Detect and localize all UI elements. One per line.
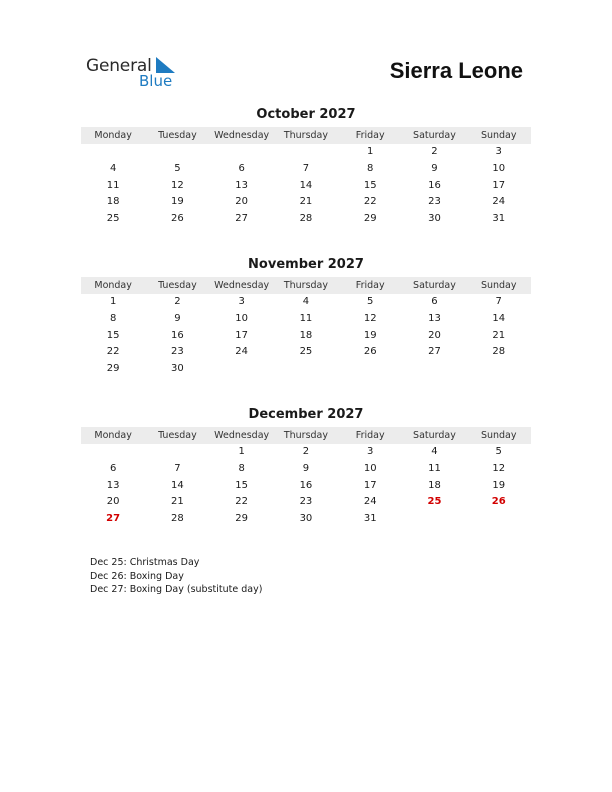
week-row (81, 511, 531, 528)
day-cell: 16 (171, 329, 184, 341)
weekday-label: Thursday (283, 430, 329, 441)
day-cell: 23 (171, 346, 184, 358)
day-cell (338, 361, 402, 378)
day-cell: 20 (428, 329, 441, 341)
day-cell: 30 (171, 363, 184, 375)
day-cell: 3 (238, 296, 245, 307)
weekday-label: Monday (94, 130, 132, 141)
day-cell: 2 (302, 446, 310, 457)
day-cell: 21 (492, 329, 506, 341)
weekday-label: Friday (355, 430, 385, 441)
month-grid (81, 144, 531, 228)
weekday-label: Wednesday (214, 430, 270, 441)
day-cell: 17 (235, 329, 249, 341)
day-cell: 14 (171, 479, 184, 491)
day-cell: 7 (174, 462, 181, 474)
day-cell: 10 (235, 312, 249, 324)
week-row (81, 144, 531, 161)
week-row (81, 211, 531, 228)
day-cell (145, 444, 209, 461)
month-title: November 2027 (248, 257, 364, 272)
weekday-label: Sunday (480, 430, 517, 441)
day-cell: 27 (235, 213, 249, 225)
day-cell: 6 (109, 462, 117, 474)
week-row (81, 328, 531, 345)
day-cell: 2 (431, 146, 438, 157)
day-cell: 18 (428, 479, 441, 491)
day-cell: 22 (363, 196, 377, 208)
day-cell: 17 (492, 179, 506, 191)
day-cell: 31 (492, 213, 506, 225)
day-cell: 24 (363, 496, 377, 508)
day-cell: 25 (106, 213, 120, 225)
weekday-header (81, 127, 531, 144)
day-cell: 7 (302, 162, 310, 174)
day-cell: 20 (235, 196, 249, 208)
weekday-label: Thursday (283, 280, 329, 291)
month-grid (81, 444, 531, 528)
day-cell: 7 (495, 296, 502, 307)
day-cell: 1 (238, 446, 245, 457)
day-cell: 15 (106, 329, 120, 341)
weekday-label: Tuesday (158, 130, 197, 141)
day-cell: 26 (171, 213, 184, 225)
day-cell: 29 (106, 363, 120, 375)
weekday-label: Friday (355, 280, 385, 291)
day-cell: 2 (174, 296, 181, 307)
weekday-label: Saturday (413, 430, 456, 441)
day-cell: 29 (235, 513, 249, 525)
day-cell: 5 (367, 296, 374, 307)
day-cell (402, 511, 466, 528)
week-row (81, 461, 531, 478)
day-cell: 1 (109, 296, 117, 307)
weekday-label: Tuesday (158, 280, 197, 291)
week-row (81, 361, 531, 378)
day-cell: 16 (299, 479, 313, 491)
weekday-label: Sunday (480, 130, 517, 141)
day-cell: 26 (363, 346, 377, 358)
holiday-entry: Dec 25: Christmas Day (90, 557, 200, 568)
weekday-label: Monday (94, 280, 132, 291)
day-cell: 10 (492, 162, 506, 174)
day-cell: 8 (109, 312, 117, 324)
weekday-label: Saturday (413, 280, 456, 291)
day-cell (274, 144, 338, 161)
weekday-label: Monday (94, 430, 132, 441)
day-cell (402, 361, 466, 378)
day-cell: 29 (363, 213, 377, 225)
day-cell: 12 (363, 312, 377, 324)
month-title: December 2027 (248, 407, 364, 422)
day-cell: 9 (431, 162, 438, 174)
day-cell: 31 (363, 513, 377, 525)
day-cell: 25 (427, 496, 442, 508)
day-cell: 15 (363, 179, 377, 191)
week-row (81, 294, 531, 311)
weekday-label: Saturday (413, 130, 456, 141)
day-cell: 22 (235, 496, 249, 508)
day-cell: 23 (299, 496, 313, 508)
day-cell (81, 144, 145, 161)
day-cell: 5 (174, 162, 181, 174)
holiday-entry: Dec 26: Boxing Day (90, 570, 184, 582)
logo-triangle-icon (156, 57, 175, 73)
day-cell: 6 (431, 296, 438, 307)
day-cell: 15 (235, 479, 249, 491)
week-row (81, 311, 531, 328)
month-block-october (81, 106, 531, 228)
day-cell: 11 (106, 179, 120, 191)
day-cell: 1 (367, 146, 374, 157)
week-row (81, 444, 531, 461)
day-cell: 18 (106, 196, 120, 208)
day-cell: 19 (363, 329, 377, 341)
month-block-december (81, 406, 531, 528)
day-cell: 12 (492, 462, 506, 474)
day-cell (467, 511, 531, 528)
day-cell: 27 (106, 513, 121, 525)
day-cell: 17 (363, 479, 377, 491)
day-cell: 11 (299, 312, 313, 324)
day-cell: 8 (367, 162, 374, 174)
day-cell: 13 (106, 479, 120, 491)
day-cell (467, 361, 531, 378)
day-cell: 16 (428, 179, 441, 191)
day-cell: 22 (106, 346, 120, 358)
day-cell: 21 (171, 496, 184, 508)
day-cell: 3 (495, 146, 502, 157)
day-cell: 10 (363, 462, 377, 474)
weekday-label: Thursday (283, 130, 329, 141)
day-cell: 28 (299, 213, 313, 225)
logo-general-text: General (86, 56, 152, 76)
month-block-november (81, 256, 531, 378)
week-row (81, 494, 531, 511)
day-cell: 20 (106, 496, 120, 508)
day-cell: 28 (171, 513, 184, 525)
day-cell: 30 (299, 513, 313, 525)
generalblue-logo (86, 56, 186, 96)
day-cell: 5 (495, 446, 502, 457)
day-cell: 8 (238, 462, 245, 474)
weekday-header (81, 277, 531, 294)
week-row (81, 478, 531, 495)
weekday-label: Sunday (480, 280, 517, 291)
day-cell: 9 (174, 312, 181, 324)
week-row (81, 161, 531, 178)
day-cell: 18 (299, 329, 313, 341)
day-cell: 11 (428, 462, 441, 474)
country-title: Sierra Leone (389, 58, 523, 83)
day-cell (81, 444, 145, 461)
day-cell: 30 (428, 213, 441, 225)
day-cell: 14 (492, 312, 506, 324)
day-cell: 4 (431, 446, 438, 457)
day-cell: 19 (492, 479, 506, 491)
week-row (81, 194, 531, 211)
day-cell: 19 (171, 196, 184, 208)
holiday-list (90, 556, 262, 597)
weekday-label: Wednesday (214, 280, 270, 291)
day-cell: 13 (235, 179, 249, 191)
week-row (81, 178, 531, 195)
day-cell: 21 (299, 196, 313, 208)
day-cell: 24 (235, 346, 249, 358)
holiday-entry: Dec 27: Boxing Day (substitute day) (90, 584, 263, 595)
day-cell (274, 361, 338, 378)
weekday-label: Wednesday (214, 130, 270, 141)
week-row (81, 344, 531, 361)
day-cell: 23 (428, 196, 441, 208)
day-cell: 9 (302, 462, 310, 474)
logo-blue-text: Blue (139, 72, 173, 90)
weekday-label: Friday (355, 130, 385, 141)
day-cell: 14 (299, 179, 313, 191)
day-cell: 12 (171, 179, 184, 191)
day-cell: 26 (491, 496, 506, 508)
day-cell: 4 (302, 296, 310, 307)
day-cell: 24 (492, 196, 506, 208)
day-cell (210, 144, 274, 161)
month-grid (81, 294, 531, 378)
day-cell: 27 (428, 346, 441, 358)
day-cell: 13 (428, 312, 441, 324)
day-cell: 25 (299, 346, 313, 358)
month-title: October 2027 (256, 107, 356, 122)
day-cell: 6 (238, 162, 245, 174)
day-cell: 4 (109, 162, 117, 174)
day-cell: 28 (492, 346, 506, 358)
day-cell (145, 144, 209, 161)
day-cell: 3 (367, 446, 374, 457)
weekday-label: Tuesday (158, 430, 197, 441)
weekday-header (81, 427, 531, 444)
day-cell (210, 361, 274, 378)
